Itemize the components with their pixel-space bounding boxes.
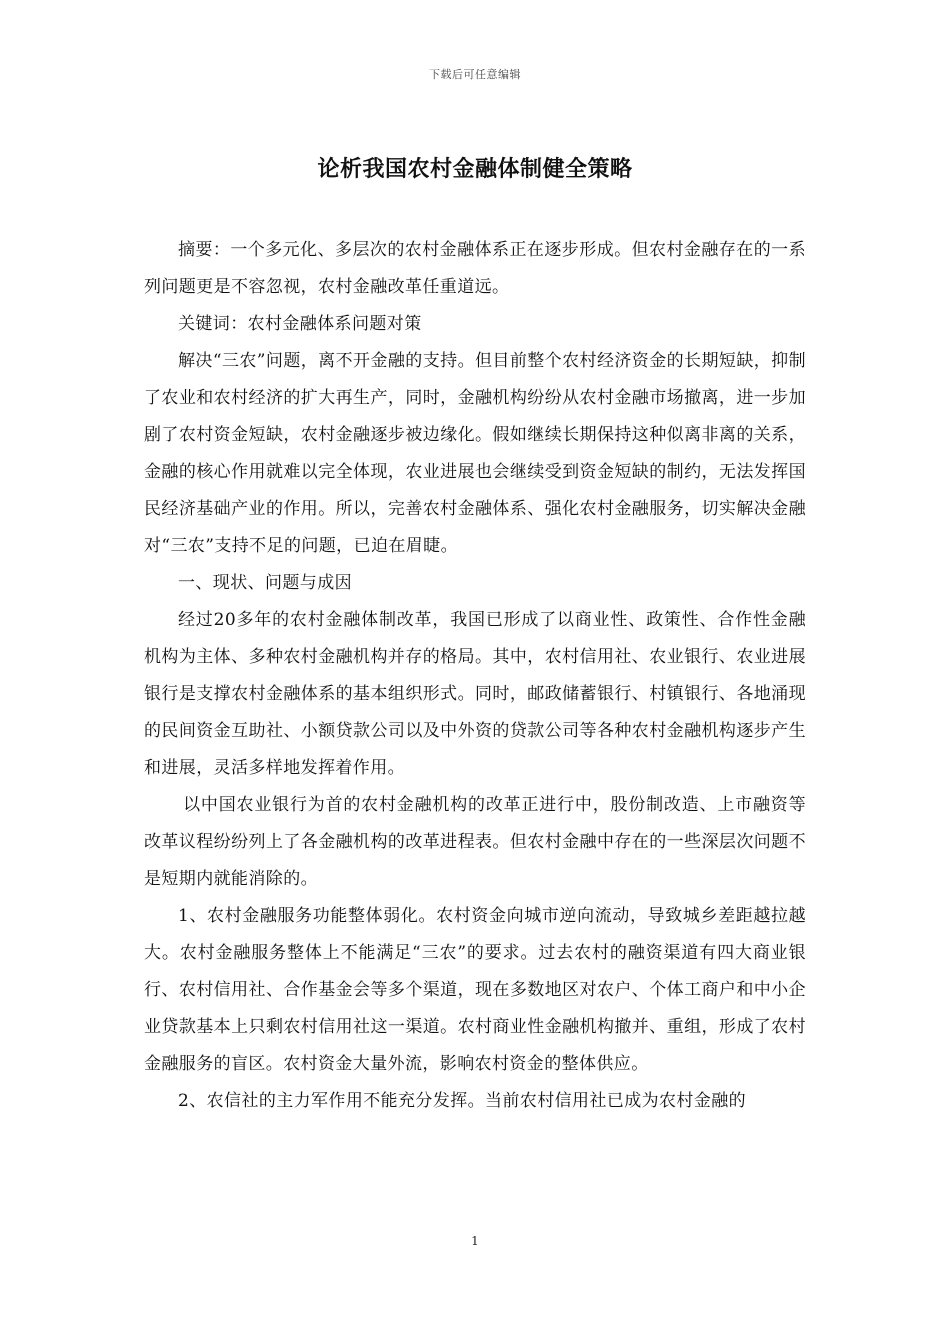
document-body — [144, 232, 806, 1120]
keywords-paragraph: 关键词：农村金融体系问题对策 — [178, 314, 422, 334]
list-item-paragraph: 2、农信社的主力军作用不能充分发挥。当前农村信用社已成为农村金融的 — [178, 1091, 747, 1111]
body-paragraph: 解决“三农”问题，离不开金融的支持。但目前整个农村经济资金的长期短缺，抑制了农业和农村经济的扩大再生产，同时，金融机构纷纷从农村金融市场撤离，进一步加剧了农村资金短缺，农村金融逐步被边缘化。假如继续长期保持这种似离非离的关系，金融的核心作用就难以完全体现，农业进展也会继续受到资金短缺的制约，无法发挥国民经济基础产业的作用。所以，完善农村金融体系、强化农村金融服务，切实解决金融对“三农”支持不足的问题，已迫在眉睫。 — [144, 351, 806, 556]
list-item-paragraph: 1、农村金融服务功能整体弱化。农村资金向城市逆向流动，导致城乡差距越拉越大。农村金融服务整体上不能满足“三农”的要求。过去农村的融资渠道有四大商业银行、农村信用社、合作基金会等多个渠道，现在多数地区对农户、个体工商户和中小企业贷款基本上只剩农村信用社这一渠道。农村商业性金融机构撤并、重组，形成了农村金融服务的盲区。农村资金大量外流，影响农村资金的整体供应。 — [144, 906, 806, 1074]
page-number: 1 — [471, 1234, 479, 1248]
section-heading: 一、现状、问题与成因 — [178, 573, 352, 593]
body-paragraph: 以中国农业银行为首的农村金融机构的改革正进行中，股份制改造、上市融资等改革议程纷纷列上了各金融机构的改革进程表。但农村金融中存在的一些深层次问题不是短期内就能消除的。 — [144, 795, 806, 889]
abstract-paragraph: 摘要：一个多元化、多层次的农村金融体系正在逐步形成。但农村金融存在的一系列问题更是不容忽视，农村金融改革任重道远。 — [144, 240, 806, 297]
header-note: 下载后可任意编辑 — [429, 68, 521, 81]
body-paragraph: 经过20多年的农村金融体制改革，我国已形成了以商业性、政策性、合作性金融机构为主体、多种农村金融机构并存的格局。其中，农村信用社、农业银行、农业进展银行是支撑农村金融体系的基本组织形式。同时，邮政储蓄银行、村镇银行、各地涌现的民间资金互助社、小额贷款公司以及中外资的贷款公司等各种农村金融机构逐步产生和进展，灵活多样地发挥着作用。 — [144, 610, 806, 778]
document-title: 论析我国农村金融体制健全策略 — [317, 156, 633, 182]
